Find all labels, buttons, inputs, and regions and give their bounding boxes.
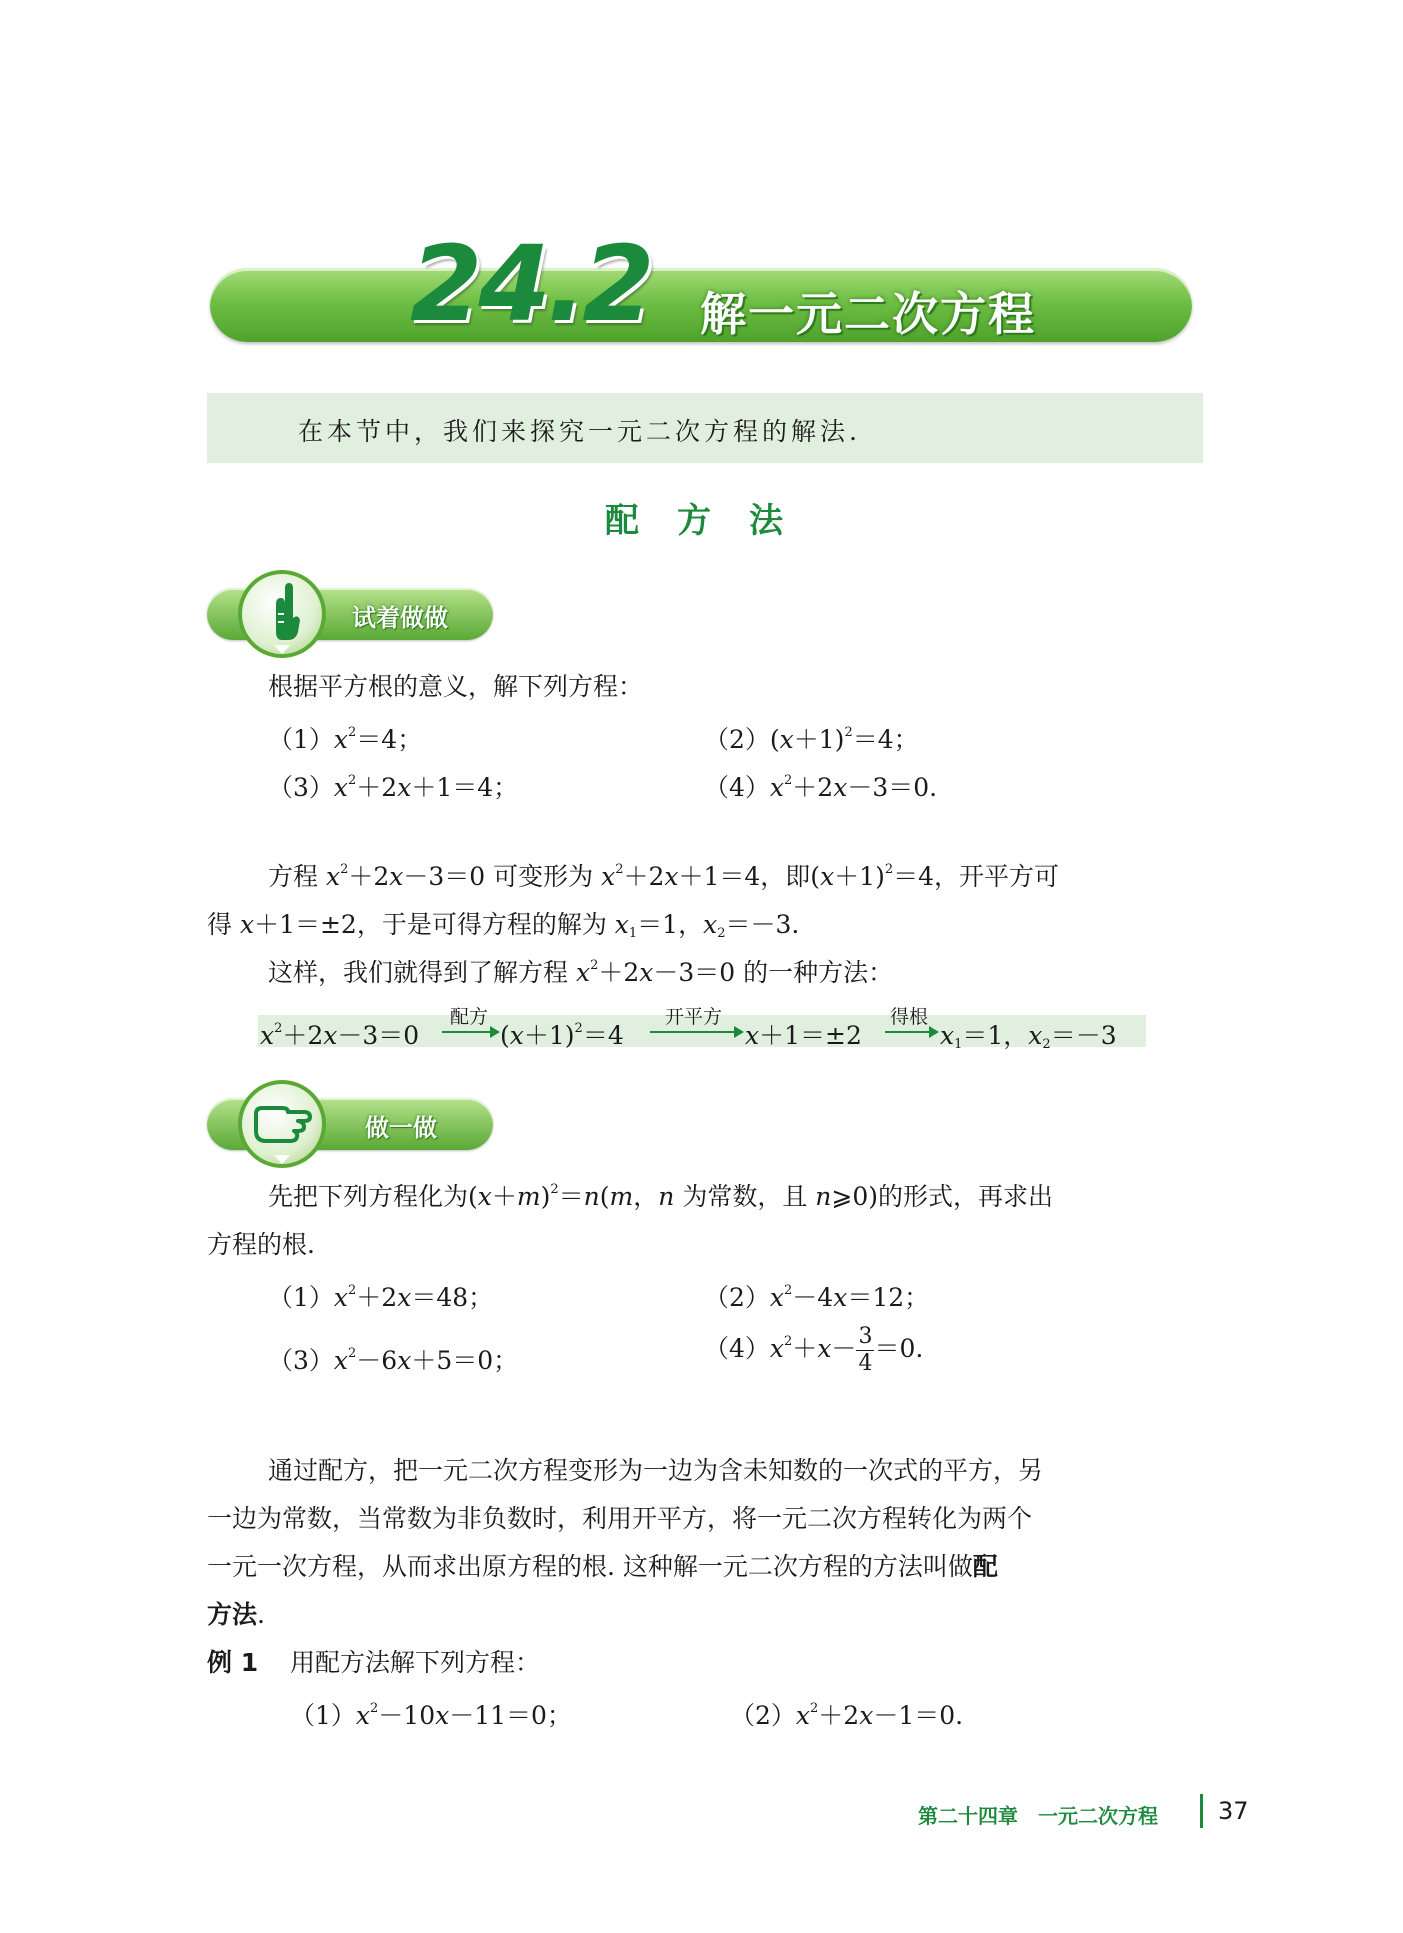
try-it-label: 试着做做 [352,604,448,632]
do-it-item-3: $(3)x^2-6x+5=0$； [268,1346,519,1375]
section-number: 24.2 [410,223,651,345]
footer-divider [1200,1794,1203,1828]
example-item-1: $(1)x^2-10x-11=0$； [290,1701,572,1730]
section-title: 解一元二次方程 [700,287,1036,341]
try-it-item-1: $(1)x^2=4$； [268,725,423,754]
do-it-prompt-line-2: 方程的根. [207,1230,315,1259]
footer-chapter: 第二十四章 一元二次方程 [918,1804,1158,1828]
try-it-prompt: 根据平方根的意义，解下列方程： [268,672,644,701]
chain-arrow-label-1: 配方 [450,1006,489,1028]
summary-line-1: 通过配方，把一元二次方程变形为一边为含未知数的一次式的平方，另 [268,1456,1044,1485]
chain-step-1: $x^2+2x-3=0$ [260,1021,420,1050]
chain-step-4: $x_1=1$，$x_2=-3$ [940,1021,1117,1052]
do-it-item-4: $(4)x^2+x-$ $\frac{3}{4}$ ＝0. [704,1324,924,1376]
summary-line-4: 方法. [207,1600,265,1629]
explain-line-3: 这样，我们就得到了解方程 $x^2+2x-3=0$ 的一种方法： [268,958,894,987]
page-number: 37 [1218,1797,1249,1825]
try-it-item-4: $(4)x^2+2x-3=0$. [704,773,938,802]
example-label: 例 1 [207,1648,259,1677]
chain-arrow-label-2: 开平方 [665,1006,723,1028]
term-highlight: 配 [972,1552,998,1581]
term-highlight: 方法 [207,1600,258,1629]
try-it-item-3: $(3)x^2+2x+1=4$； [268,773,519,802]
example-prompt: 用配方法解下列方程： [290,1648,541,1677]
do-it-label: 做一做 [365,1114,437,1142]
badge-pointer [274,1155,290,1164]
do-it-item-1: $(1)x^2+2x=48$； [268,1283,494,1312]
explain-line-2: 得 x＋1＝±2，于是可得方程的解为 $x_1=1$，$x_2=-3$. [207,910,800,941]
intro-text: 在本节中，我们来探究一元二次方程的解法. [298,417,861,446]
explain-line-1: 方程 $x^2+2x-3=0$ 可变形为 $x^2+2x+1=4$，即$(x+1)^2=4$，开平方可 [268,862,1060,891]
example-item-2: $(2)x^2+2x-1=0$. [730,1701,964,1730]
subsection-title: 配方法 [605,501,821,541]
do-it-item-2: $(2)x^2-4x=12$； [704,1283,930,1312]
chain-arrow-3 [885,1031,937,1033]
chain-arrow-2 [650,1031,742,1033]
summary-line-3: 一元一次方程，从而求出原方程的根. 这种解一元二次方程的方法叫做配 [207,1552,998,1581]
chain-arrow-1 [442,1031,498,1033]
chain-step-2: $(x+1)^2=4$ [500,1021,624,1050]
chain-step-3: x＋1＝±2 [745,1021,862,1050]
summary-line-2: 一边为常数，当常数为非负数时，利用开平方，将一元二次方程转化为两个 [207,1504,1033,1533]
chain-arrow-label-3: 得根 [890,1006,929,1028]
badge-pointer [274,645,290,654]
do-it-prompt-line-1: 先把下列方程化为$(x+m)^2=n(m$，n 为常数，且 n⩾0)的形式，再求出 [268,1182,1054,1211]
try-it-item-2: $(2)(x+1)^2=4$； [704,725,919,754]
